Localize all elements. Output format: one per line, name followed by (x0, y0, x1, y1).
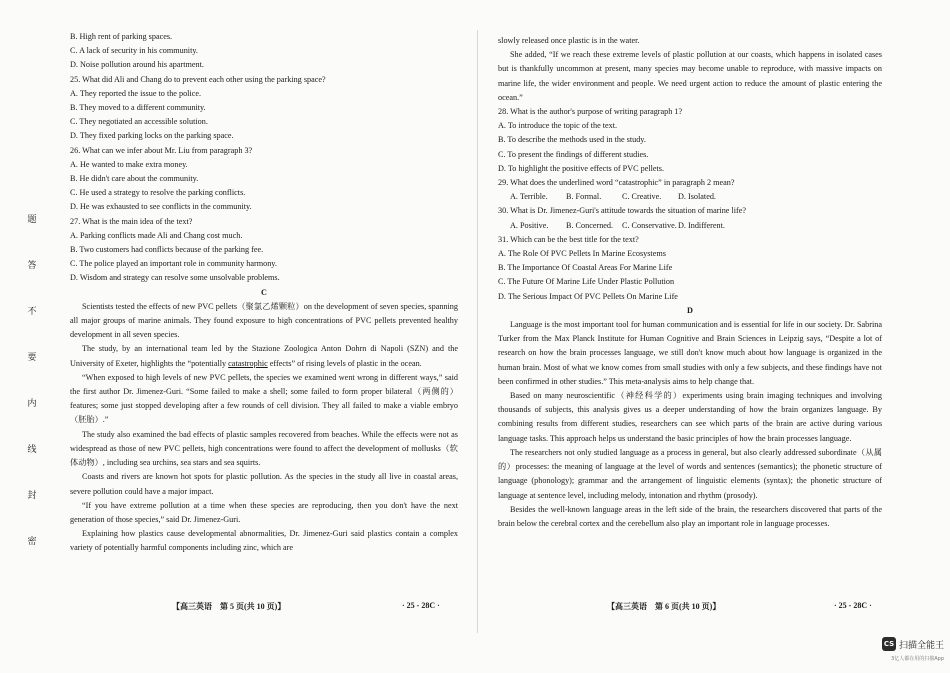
answer-option: B. The Importance Of Coastal Areas For Marine Life (498, 263, 673, 273)
answer-option: B. They moved to a different community. (70, 103, 206, 113)
margin-char: 不 (27, 305, 37, 316)
question: 26. What can we infer about Mr. Liu from paragraph 3? (70, 145, 253, 155)
option: A. Positive. (510, 220, 549, 230)
question: 30. What is Dr. Jimenez-Guri's attitude towards the situation of marine life? (498, 206, 747, 216)
answer-option: A. Parking conflicts made Ali and Chang cost much. (70, 230, 243, 240)
right-column (498, 34, 882, 531)
paragraph-continuation: slowly released once plastic is in the water. (498, 36, 640, 45)
answer-option: C. To present the findings of different studies. (498, 149, 649, 159)
question: 28. What is the author's purpose of writing paragraph 1? (498, 107, 683, 117)
paragraph: The study also examined the bad effects of plastic samples recovered from beaches. While the effects were not as widespread as those of new PVC pellets, high concentrations were found to affect the development of mollusks（软体动物）, including sea urchins, sea stars and sea squirts. (70, 429, 458, 468)
footer-right-code: · 25 - 28C · (834, 601, 872, 610)
option-row (510, 190, 882, 204)
paragraph: The researchers not only studied language as a process in general, but also clearly addressed subordinate（从属的）processes: the meaning of language at the level of words and sentences (semantics); the phonetic structure of language (phonology); grammar and the arrangement of linguistic elements (syntax); the phonetic structure of language at sentence level, including melody, intonation and rhythm (prosody). (498, 447, 882, 500)
margin-char: 密 (27, 535, 37, 546)
answer-option: C. He used a strategy to resolve the parking conflicts. (70, 188, 246, 198)
answer-option: B. Two customers had conflicts because of the parking fee. (70, 245, 264, 255)
margin-char: 封 (27, 489, 37, 500)
paragraph (70, 342, 458, 370)
footer-right-label: 【高三英语 第 6 页(共 10 页)】 (607, 602, 721, 611)
scanner-watermark (882, 637, 944, 651)
question: 25. What did Ali and Chang do to prevent each other using the parking space? (70, 74, 326, 84)
answer-option: A. To introduce the topic of the text. (498, 121, 618, 131)
paragraph: Scientists tested the effects of new PVC pellets（聚氯乙烯颗粒）on the development of seven species, spanning all major groups of marine animals. They found exposure to high concentrations of PVC pellets prevented healthy development in all seven species. (70, 301, 458, 340)
option-row (510, 219, 882, 233)
question: 27. What is the main idea of the text? (70, 216, 193, 226)
scanner-title: 扫描全能王 (898, 640, 944, 651)
answer-option: C. A lack of security in his community. (70, 46, 198, 56)
camscanner-icon: CS (882, 637, 896, 651)
paragraph: Explaining how plastics cause developmental abnormalities, Dr. Jimenez-Guri said plastics contain a complex variety of potentially harmful components including zinc, which are (70, 529, 458, 553)
answer-option: D. He was exhausted to see conflicts in the community. (70, 202, 252, 212)
footer-left-label: 【高三英语 第 5 页(共 10 页)】 (172, 602, 286, 611)
underlined-word: catastrophic (228, 358, 268, 368)
answer-option: C. The Future Of Marine Life Under Plastic Pollution (498, 277, 675, 287)
section-heading: C (261, 287, 267, 297)
answer-option: A. The Role Of PVC Pellets In Marine Ecosystems (498, 249, 666, 259)
paragraph: Coasts and rivers are known hot spots for plastic pollution. As the species in the study all live in coastal areas, severe pollution could have a major impact. (70, 472, 458, 496)
answer-option: D. The Serious Impact Of PVC Pellets On Marine Life (498, 291, 678, 301)
paragraph-text: The study, by an international team led by the Stazione Zoologica Anton Dohrn di Napoli (SZN) and the University of Exeter, highlights the “potentially (70, 344, 458, 368)
margin-char: 要 (27, 351, 37, 362)
answer-option: D. To highlight the positive effects of PVC pellets. (498, 163, 665, 173)
question: 29. What does the underlined word “catastrophic” in paragraph 2 mean? (498, 178, 735, 188)
answer-option: D. Noise pollution around his apartment. (70, 60, 204, 70)
paragraph: “When exposed to high levels of new PVC pellets, the species we examined went wrong in different ways,” said the first author Dr. Jimenez-Guri. “Some failed to make a shell; some failed to form proper bilateral（两侧的）features; some just stopped developing after a few rounds of cell division. They all failed to make a viable embryo（胚胎）.” (70, 372, 458, 425)
option: B. Formal. (566, 192, 602, 202)
paragraph: She added, “If we reach these extreme levels of plastic pollution at our coasts, which happens in isolated cases but is thankfully uncommon at present, many species may become unable to reproduce, with massive impacts on marine life, the wider environment and people. We need urgent action to reduce the amount of plastic entering the ocean.” (498, 50, 882, 102)
margin-char: 线 (27, 443, 37, 454)
option: C. Creative. (622, 192, 662, 202)
page-divider (477, 30, 478, 633)
answer-option: D. They fixed parking locks on the parking space. (70, 131, 234, 141)
margin-char: 题 (27, 213, 37, 224)
answer-option: C. The police played an important role in community harmony. (70, 259, 277, 269)
answer-option: B. He didn't care about the community. (70, 174, 199, 184)
answer-option: B. To describe the methods used in the study. (498, 135, 646, 145)
option: D. Isolated. (678, 192, 716, 202)
paragraph: Based on many neuroscientific（神经科学的）experiments using brain imaging techniques and involving thousands of subjects, this analysis gives us a deeper understanding of how the brain organizes language. By combining results from different studies, researchers can see which parts of the brain are active during various language tasks. This approach helps us understand the basic principles of how the brain processes language. (498, 391, 882, 443)
section-heading: D (687, 305, 693, 315)
left-column (70, 30, 458, 556)
scanner-subtitle: 3亿人都在用的扫描App (891, 656, 944, 662)
paragraph: Besides the well-known language areas in the left side of the brain, the researchers discovered that parts of the brain below the cerebral cortex and the cerebellum also play an important role in language processes. (498, 504, 882, 528)
answer-option: C. They negotiated an accessible solution. (70, 117, 208, 127)
option: A. Terrible. (510, 192, 548, 202)
footer-left-code: · 25 - 28C · (402, 601, 440, 610)
answer-option: A. They reported the issue to the police. (70, 88, 202, 98)
paragraph-text: effects” of rising levels of plastic in the ocean. (267, 358, 422, 368)
option: C. Conservative. (622, 220, 677, 230)
answer-option: A. He wanted to make extra money. (70, 159, 188, 169)
margin-char: 内 (27, 397, 37, 408)
answer-option: B. High rent of parking spaces. (70, 32, 173, 41)
margin-char: 答 (27, 259, 37, 270)
question: 31. Which can be the best title for the text? (498, 234, 639, 244)
option: B. Concerned. (566, 220, 614, 230)
binding-margin (24, 195, 40, 563)
answer-option: D. Wisdom and strategy can resolve some unsolvable problems. (70, 273, 280, 283)
paragraph: “If you have extreme pollution at a time when these species are reproducing, then you don't have the next generation of those species,” said Dr. Jimenez-Guri. (70, 500, 458, 524)
option: D. Indifferent. (678, 220, 725, 230)
paragraph: Language is the most important tool for human communication and is essential for life in our society. Dr. Sabrina Turker from the Max Planck Institute for Human Cognitive and Brain Sciences in Leipzig says, “Despite a lot of research on how the brain processes language, we still don't know much about how language is organized in the human brain. Most of what we know comes from small studies with only a few subjects, and these findings have not been confirmed in other studies.” This meta-analysis aims to help change that. (498, 320, 882, 386)
